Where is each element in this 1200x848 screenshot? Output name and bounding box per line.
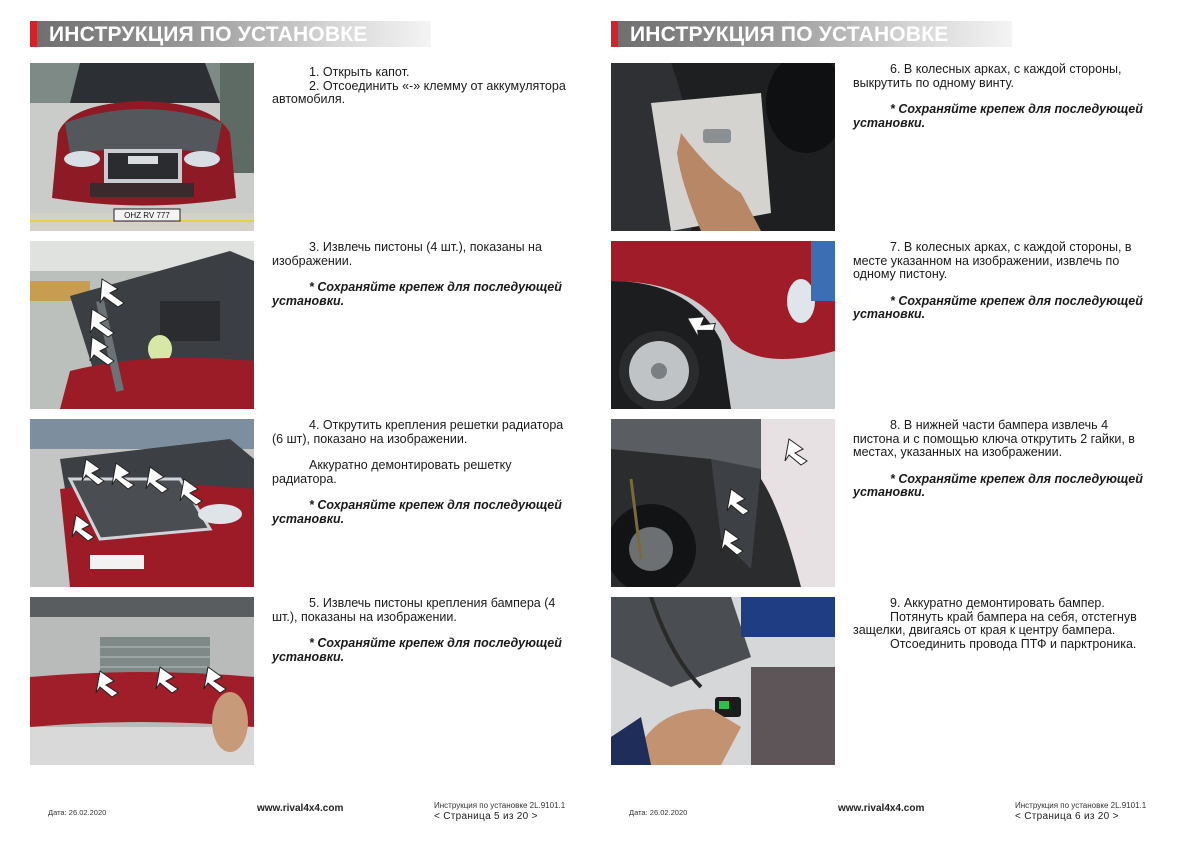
step-5-note: * Сохраняйте крепеж для последующей установки. [272,636,562,664]
photo-bumper-pistons [30,597,254,765]
step-8-instruction: 8. В нижней части бампера извлечь 4 пистона и с помощью ключа открутить 2 гайки, в местах, указанных на изображении. [853,418,1135,459]
license-plate-text: OHZ RV 777 [124,211,170,220]
footer-website: www.rival4x4.com [838,803,925,814]
step-3-note: * Сохраняйте крепеж для последующей установки. [272,280,562,308]
step-9-text [853,597,1153,651]
page-title-bar [611,21,1012,47]
footer-date: Дата: 26.02.2020 [48,808,107,817]
step-7-text [853,241,1153,322]
photo-open-hood-front [30,63,254,231]
step-7-note: * Сохраняйте крепеж для последующей установки. [853,293,1143,321]
footer-doc-id: Инструкция по установке 2L.9101.1 [434,801,566,810]
photo-radiator-grille [30,419,254,587]
footer-page-number: < Страница 6 из 20 > [1015,811,1119,822]
step-6-instruction: 6. В колесных арках, с каждой стороны, выкрутить по одному винту. [853,62,1122,90]
step-5-instruction: 5. Извлечь пистоны крепления бампера (4 шт.), показаны на изображении. [272,596,556,624]
step-2-line: 2. Отсоединить «-» клемму от аккумулятора автомобиля. [272,78,566,106]
page-title: ИНСТРУКЦИЯ ПО УСТАНОВКЕ [630,23,949,46]
photo-wheel-arch-screw [611,63,835,231]
photo-wheel-arch-piston [611,241,835,409]
step-4-note: * Сохраняйте крепеж для последующей установки. [272,498,562,526]
page-title-bar [30,21,431,47]
page-title: ИНСТРУКЦИЯ ПО УСТАНОВКЕ [49,23,368,46]
step-8-note: * Сохраняйте крепеж для последующей установки. [853,471,1143,499]
step-9-line-1: 9. Аккуратно демонтировать бампер. [890,596,1105,610]
step-1-line: 1. Открыть капот. [309,65,410,79]
photo-bumper-bottom [611,419,835,587]
step-1-2-text [272,66,572,107]
step-3-instruction: 3. Извлечь пистоны (4 шт.), показаны на изображении. [272,240,542,268]
page-footer [581,798,1181,828]
step-9-line-2: Потянуть край бампера на себя, отстегнув защелки, двигаясь от края к центру бампера. [853,609,1137,637]
footer-doc-id: Инструкция по установке 2L.9101.1 [1015,801,1147,810]
right-page [581,0,1181,848]
step-4-text [272,419,572,526]
step-4-instruction: 4. Открутить крепления решетки радиатора (6 шт), показано на изображении. [272,418,564,446]
photo-engine-bay-pistons [30,241,254,409]
step-6-text [853,63,1153,130]
step-9-line-3: Отсоединить провода ПТФ и парктроника. [890,636,1137,651]
step-6-note: * Сохраняйте крепеж для последующей установки. [853,102,1143,130]
photo-bumper-removal [611,597,835,765]
footer-website: www.rival4x4.com [257,803,344,814]
page-footer [0,798,600,828]
step-3-text [272,241,572,308]
step-8-text [853,419,1153,500]
step-7-instruction: 7. В колесных арках, с каждой стороны, в месте указанном на изображении, извлечь по одному пистону. [853,240,1132,281]
footer-page-number: < Страница 5 из 20 > [434,811,538,822]
step-5-text [272,597,572,664]
step-4-instruction-2: Аккуратно демонтировать решетку радиатора. [272,458,512,486]
footer-date: Дата: 26.02.2020 [629,808,688,817]
